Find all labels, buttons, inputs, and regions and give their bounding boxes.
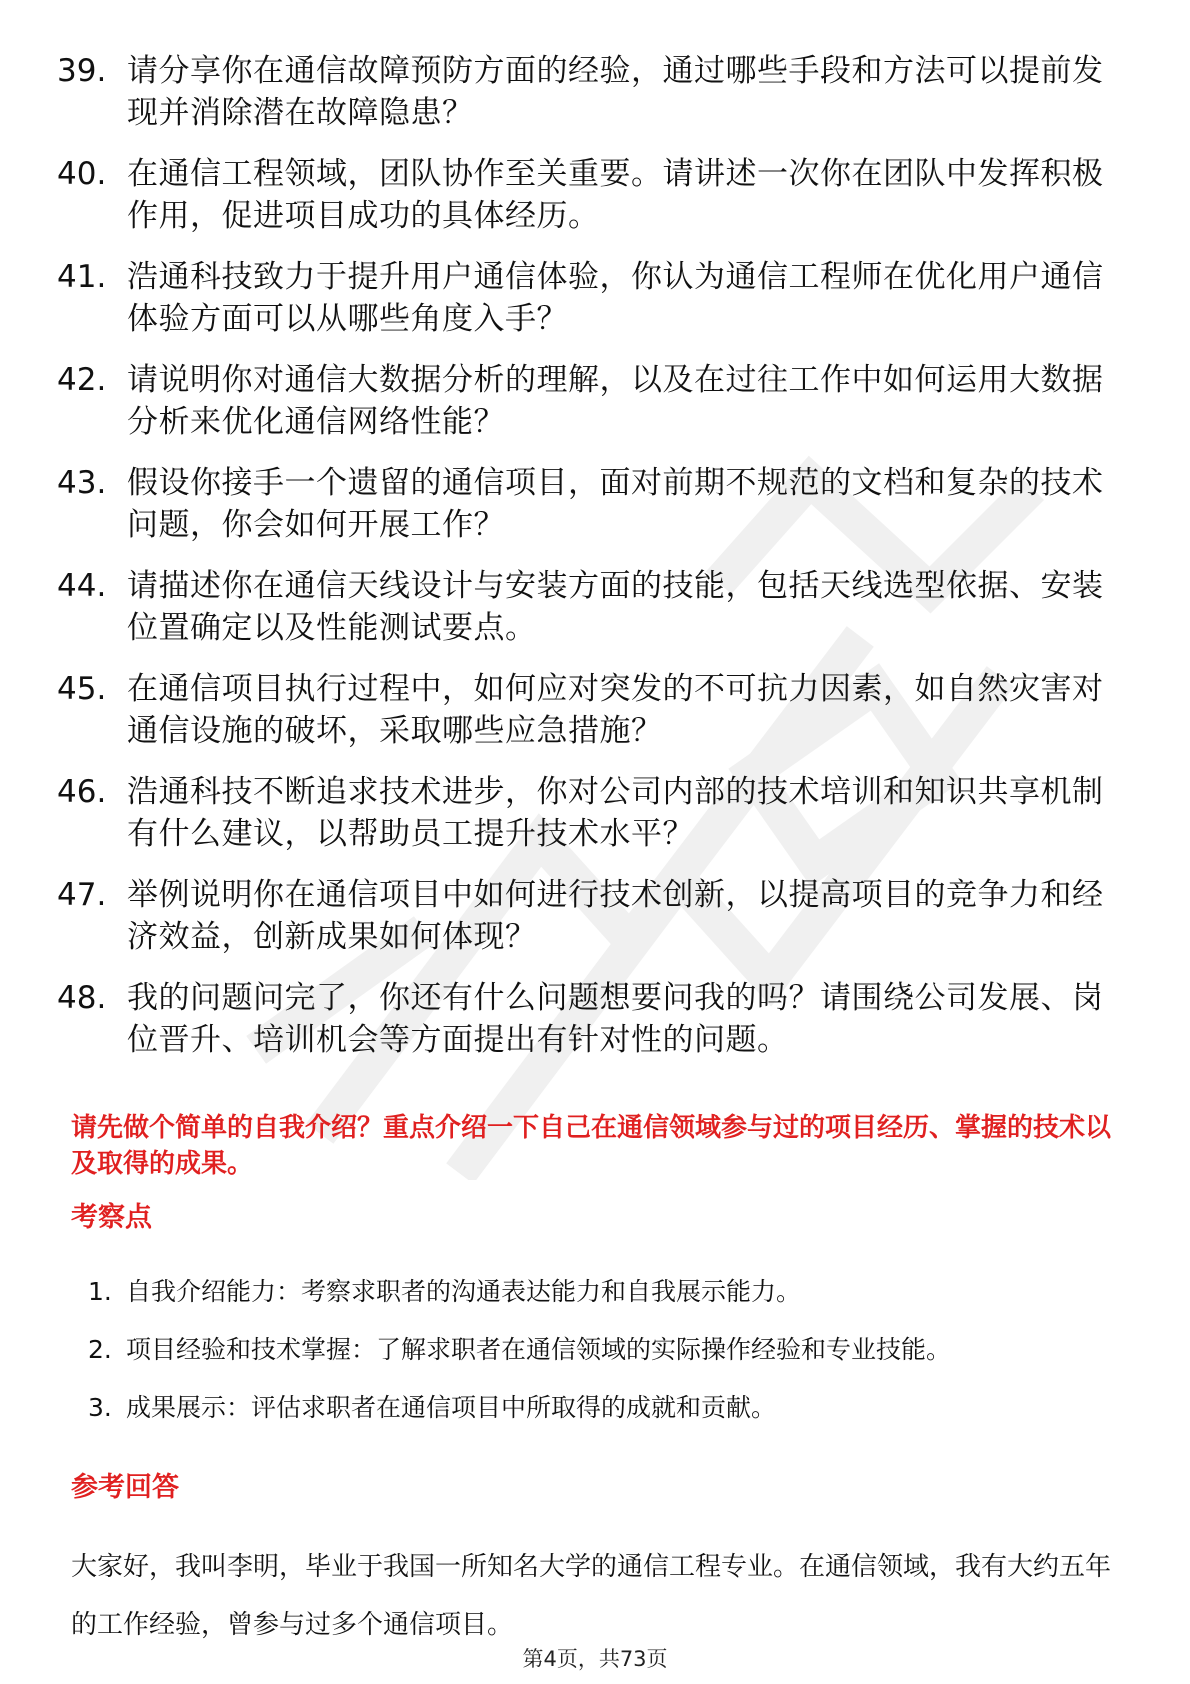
question-list: [57, 50, 1117, 1080]
question-number: 40.: [57, 156, 107, 192]
question-text: 浩通科技致力于提升用户通信体验，你认为通信工程师在优化用户通信体验方面可以从哪些角度入手？: [127, 259, 1104, 337]
exam-point-number: 1.: [88, 1277, 112, 1306]
question-text: 在通信工程领域，团队协作至关重要。请讲述一次你在团队中发挥积极作用，促进项目成功的具体经历。: [127, 156, 1104, 234]
question-number: 44.: [57, 568, 107, 604]
exam-point-text: 成果展示：评估求职者在通信项目中所取得的成就和贡献。: [126, 1393, 777, 1422]
question-number: 48.: [57, 980, 107, 1016]
reference-answer-heading: 参考回答: [71, 1472, 179, 1503]
exam-point-number: 2.: [88, 1335, 112, 1364]
question-number: 45.: [57, 671, 107, 707]
question-text: 请说明你对通信大数据分析的理解，以及在过往工作中如何运用大数据分析来优化通信网络性能？: [127, 362, 1104, 440]
question-number: 39.: [57, 53, 107, 89]
question-text: 请描述你在通信天线设计与安装方面的技能，包括天线选型依据、安装位置确定以及性能测试要点。: [127, 568, 1104, 646]
exam-point-item: [88, 1390, 1108, 1448]
exam-point-number: 3.: [88, 1393, 112, 1422]
question-item: [57, 359, 1117, 462]
question-item: [57, 256, 1117, 359]
question-item: [57, 153, 1117, 256]
reference-answer-text: 大家好，我叫李明，毕业于我国一所知名大学的通信工程专业。在通信领域，我有大约五年的工作经验，曾参与过多个通信项目。: [71, 1552, 1112, 1640]
exam-point-item: [88, 1332, 1108, 1390]
question-number: 46.: [57, 774, 107, 810]
exam-points-heading: 考察点: [71, 1202, 152, 1233]
exam-points-list: [88, 1274, 1108, 1448]
question-number: 43.: [57, 465, 107, 501]
question-item: [57, 565, 1117, 668]
question-item: [57, 462, 1117, 565]
question-item: [57, 50, 1117, 153]
question-item: [57, 977, 1117, 1080]
page-number: 第4页，共73页: [522, 1647, 668, 1671]
question-number: 47.: [57, 877, 107, 913]
question-text: 假设你接手一个遗留的通信项目，面对前期不规范的文档和复杂的技术问题，你会如何开展工作？: [127, 465, 1104, 543]
question-item: [57, 771, 1117, 874]
question-text: 浩通科技不断追求技术进步，你对公司内部的技术培训和知识共享机制有什么建议，以帮助员工提升技术水平？: [127, 774, 1104, 852]
exam-point-text: 项目经验和技术掌握：了解求职者在通信领域的实际操作经验和专业技能。: [126, 1335, 952, 1364]
question-text: 举例说明你在通信项目中如何进行技术创新，以提高项目的竞争力和经济效益，创新成果如何体现？: [127, 877, 1104, 955]
self-intro-question: 请先做个简单的自我介绍？重点介绍一下自己在通信领域参与过的项目经历、掌握的技术以及取得的成果。: [71, 1113, 1112, 1179]
question-item: [57, 668, 1117, 771]
question-text: 在通信项目执行过程中，如何应对突发的不可抗力因素，如自然灾害对通信设施的破坏，采取哪些应急措施？: [127, 671, 1104, 749]
question-item: [57, 874, 1117, 977]
question-text: 我的问题问完了，你还有什么问题想要问我的吗？请围绕公司发展、岗位晋升、培训机会等方面提出有针对性的问题。: [127, 980, 1104, 1058]
question-number: 42.: [57, 362, 107, 398]
exam-point-item: [88, 1274, 1108, 1332]
question-text: 请分享你在通信故障预防方面的经验，通过哪些手段和方法可以提前发现并消除潜在故障隐患？: [127, 53, 1104, 131]
exam-point-text: 自我介绍能力：考察求职者的沟通表达能力和自我展示能力。: [126, 1277, 802, 1306]
question-number: 41.: [57, 259, 107, 295]
